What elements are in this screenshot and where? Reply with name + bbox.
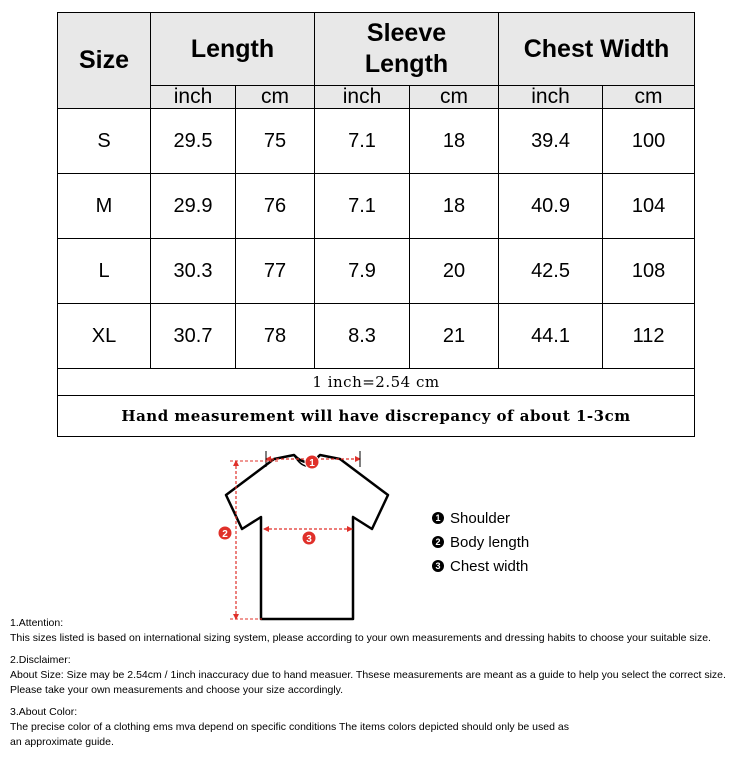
size-chart-table [57,12,695,437]
legend-item-shoulder [432,506,529,530]
discrepancy-note: Hand measurement will have discrepancy of about 1-3cm [58,396,695,437]
disclaimer-block [10,653,745,698]
length-inch-cell: 29.9 [151,174,236,239]
legend-number-3: 3 [432,560,444,572]
table-row [58,304,695,369]
color-text-1: The precise color of a clothing ems mva depend on specific conditions The items colors depicted should only be used as [10,721,569,733]
length-cm-cell: 77 [236,239,315,304]
tshirt-measurement-diagram [212,447,402,627]
attention-title: 1.Attention: [10,617,64,629]
length-inch-cell: 29.5 [151,109,236,174]
legend-label-shoulder: Shoulder [450,509,511,527]
header-size-label: Size [78,46,130,74]
legend-item-body-length [432,530,529,554]
unit-cell: inch [315,86,410,109]
disclaimer-text-2: Please take your own measurements and choose your size accordingly. [10,684,344,696]
unit-cell: cm [236,86,315,109]
chest-inch-cell: 39.4 [499,109,603,174]
chest-inch-cell: 44.1 [499,304,603,369]
sleeve-cm-cell: 18 [410,174,499,239]
conversion-note: 1 inch=2.54 cm [58,369,695,396]
unit-cell: cm [603,86,695,109]
size-cell: XL [58,304,151,369]
header-sleeve-line2: Length [364,50,449,78]
unit-cell: inch [151,86,236,109]
chest-cm-cell: 112 [603,304,695,369]
legend-label-body-length: Body length [450,533,530,551]
attention-block [10,616,745,646]
chest-cm-cell: 104 [603,174,695,239]
discrepancy-note-row [58,396,695,437]
color-title: 3.About Color: [10,706,78,718]
disclaimer-text-1: About Size: Size may be 2.54cm / 1inch inaccuracy due to hand measuer. Thsese measurements are meant as a guide to help you select the correct size. [10,669,726,681]
header-chest-width [499,13,695,86]
sleeve-inch-cell: 7.1 [315,174,410,239]
sleeve-inch-cell: 8.3 [315,304,410,369]
sleeve-cm-cell: 20 [410,239,499,304]
header-sleeve-length [315,13,499,86]
length-cm-cell: 75 [236,109,315,174]
conversion-note-row [58,369,695,396]
measurement-legend [432,506,529,578]
unit-cell: inch [499,86,603,109]
header-size [58,13,151,109]
table-header-row [58,13,695,86]
color-text-2: an approximate guide. [10,736,114,748]
color-block [10,705,745,750]
header-sleeve-line1: Sleeve [366,19,447,47]
sleeve-cm-cell: 18 [410,109,499,174]
length-inch-cell: 30.7 [151,304,236,369]
header-length [151,13,315,86]
chest-inch-cell: 42.5 [499,239,603,304]
header-chest-label: Chest Width [523,34,670,63]
legend-number-1: 1 [432,512,444,524]
disclaimer-title: 2.Disclaimer: [10,654,71,666]
marker-2-label: 2 [222,529,228,540]
length-cm-cell: 78 [236,304,315,369]
legend-item-chest-width [432,554,529,578]
size-cell: M [58,174,151,239]
length-inch-cell: 30.3 [151,239,236,304]
size-cell: L [58,239,151,304]
chest-cm-cell: 108 [603,239,695,304]
sleeve-cm-cell: 21 [410,304,499,369]
legend-label-chest-width: Chest width [450,557,529,575]
attention-text: This sizes listed is based on international sizing system, please according to your own measurements and dressing habits to choose your suitable size. [10,632,711,644]
units-row [58,86,695,109]
marker-3-label: 3 [306,534,312,545]
size-cell: S [58,109,151,174]
sleeve-inch-cell: 7.9 [315,239,410,304]
unit-cell: cm [410,86,499,109]
header-length-label: Length [190,34,275,63]
chest-cm-cell: 100 [603,109,695,174]
legend-number-2: 2 [432,536,444,548]
table-row [58,109,695,174]
table-row [58,174,695,239]
chest-inch-cell: 40.9 [499,174,603,239]
table-row [58,239,695,304]
sleeve-inch-cell: 7.1 [315,109,410,174]
marker-1-label: 1 [309,458,315,469]
notes-section [10,616,745,757]
length-cm-cell: 76 [236,174,315,239]
